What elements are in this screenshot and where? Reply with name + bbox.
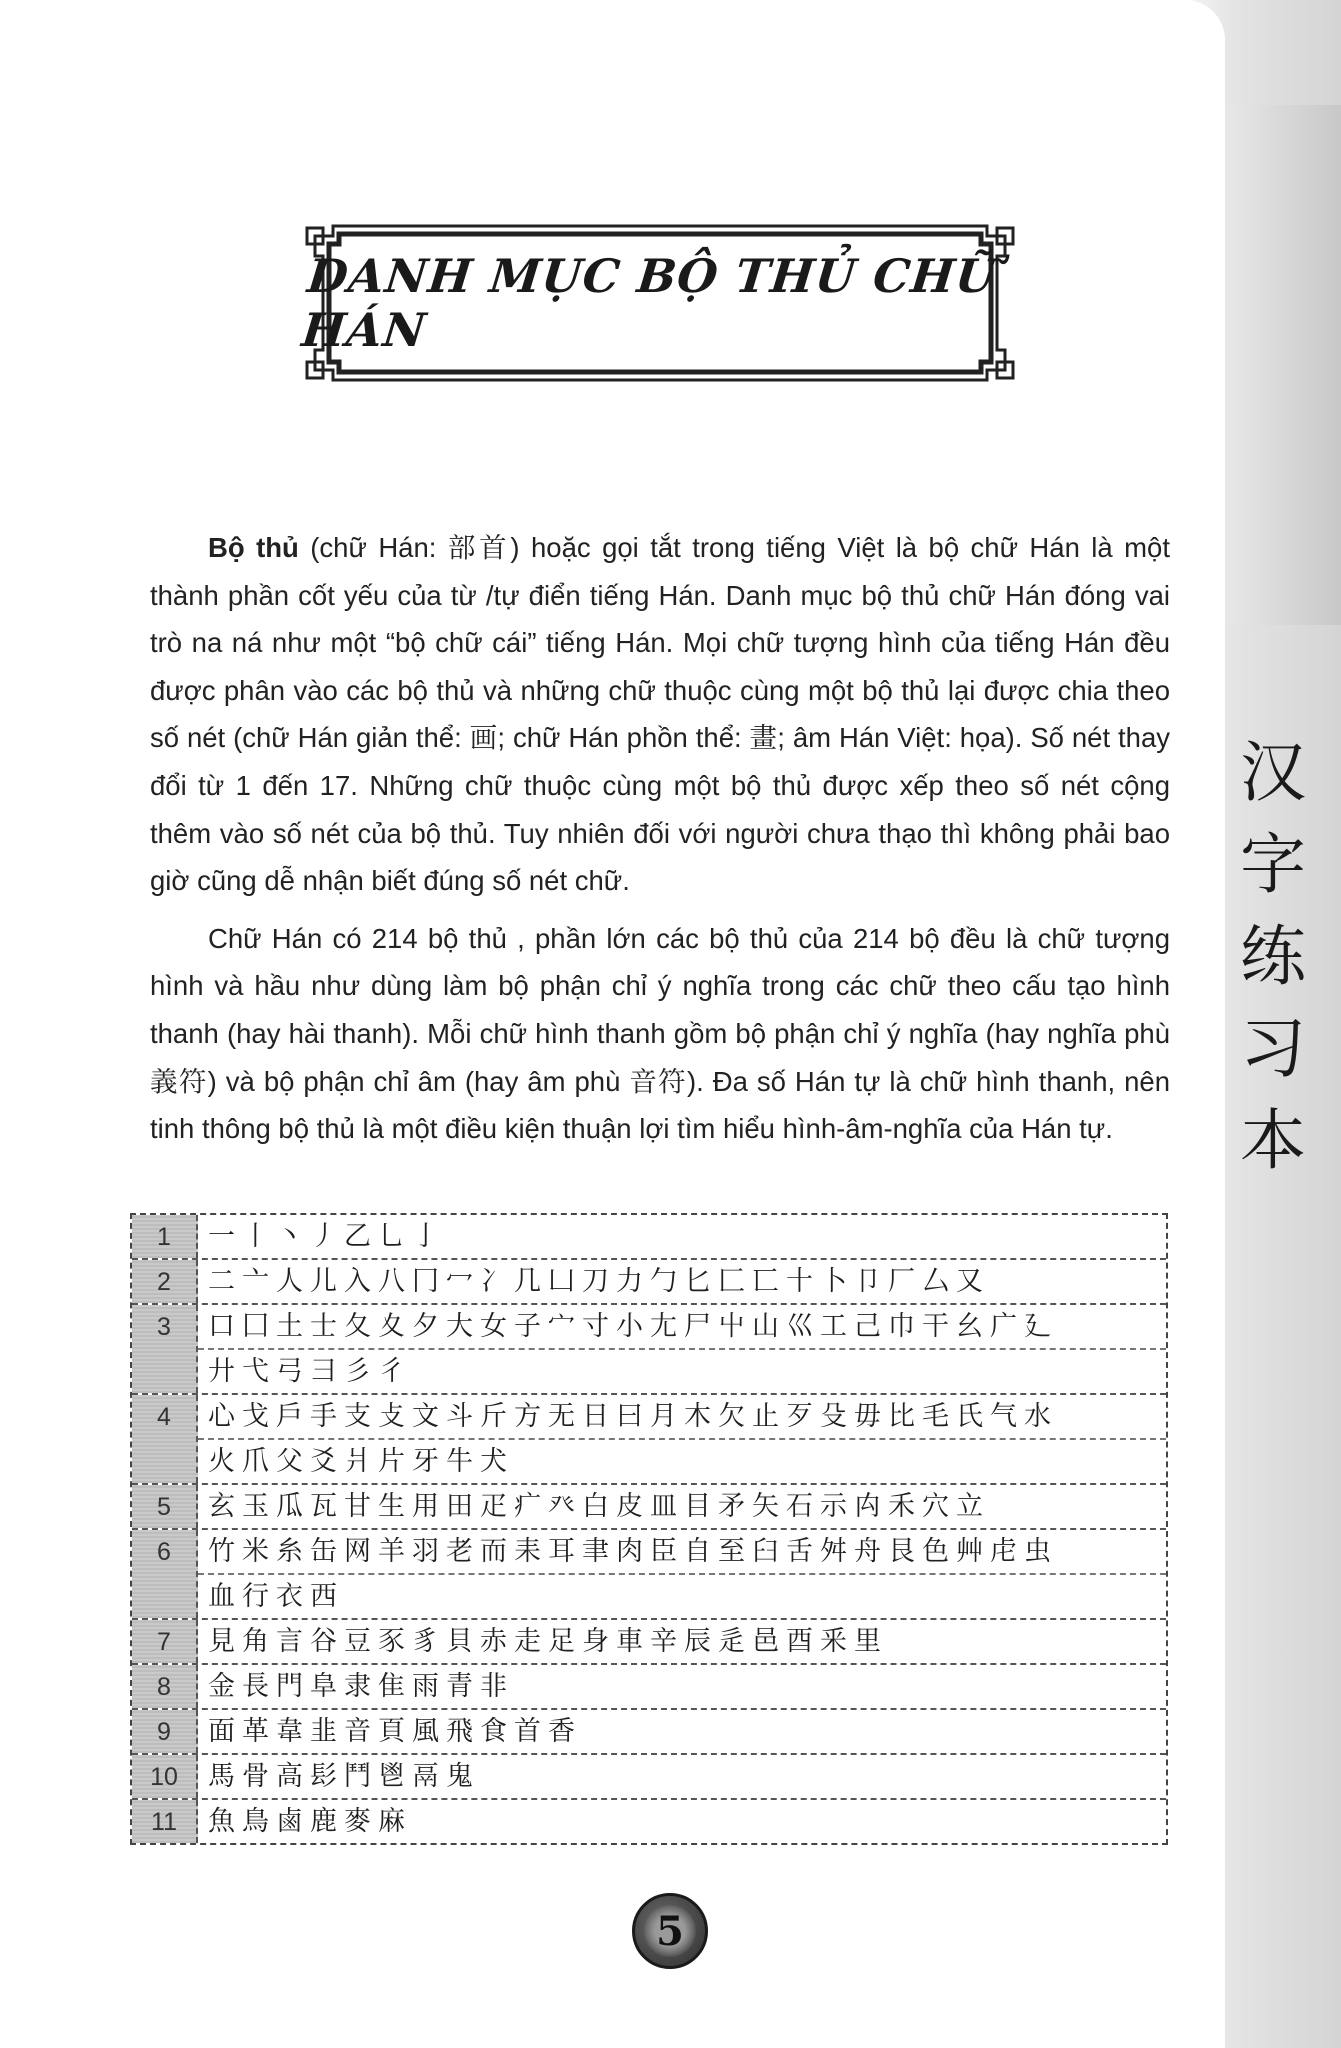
radical-list: 竹米糸缶网羊羽老而耒耳聿肉臣自至臼舌舛舟艮色艸虍虫 xyxy=(198,1530,1166,1575)
stroke-count: 11 xyxy=(132,1800,198,1843)
radical-list: 二亠人儿入八冂冖冫几凵刀力勹匕匚匸十卜卩厂厶又 xyxy=(208,1266,990,1297)
vertical-chinese-title xyxy=(1218,734,1328,1200)
radical-list: 金長門阜隶隹雨青非 xyxy=(208,1671,514,1702)
radical-table xyxy=(130,1213,1168,1845)
page-number-badge xyxy=(632,1893,708,1969)
term-bold: Bộ thủ xyxy=(208,532,299,563)
vertical-char: 本 xyxy=(1240,1102,1306,1179)
radical-list: 馬骨高髟鬥鬯鬲鬼 xyxy=(208,1761,480,1792)
radical-list: 口囗土士夂夊夕大女子宀寸小尢尸屮山巛工己巾干幺广廴 xyxy=(198,1305,1166,1350)
stroke-count: 6 xyxy=(132,1530,198,1618)
radical-row xyxy=(132,1665,1166,1710)
page-number: 5 xyxy=(644,1905,696,1957)
radical-row xyxy=(132,1395,1166,1485)
paragraph-1-text: (chữ Hán: 部首) hoặc gọi tắt trong tiếng Việt là bộ chữ Hán là một thành phần cốt yếu của từ /tự điển tiếng Hán. Danh mục bộ thủ chữ Hán đóng vai trò na ná như một “bộ chữ cái” tiếng Hán. Mọi chữ tượng hình của tiếng Hán đều được phân vào các bộ thủ và những chữ thuộc cùng một bộ thủ lại được chia theo số nét (chữ Hán giản thể: 画; chữ Hán phồn thể: 畫; âm Hán Việt: họa). Số nét thay đổi từ 1 đến 17. Những chữ thuộc cùng một bộ thủ được xếp theo số nét cộng thêm vào số nét của bộ thủ. Tuy nhiên đối với người chưa thạo thì không phải bao giờ cũng dễ nhận biết đúng số nét chữ. xyxy=(150,532,1170,897)
radical-row xyxy=(132,1215,1166,1260)
stroke-count: 7 xyxy=(132,1620,198,1663)
vertical-char: 练 xyxy=(1240,918,1306,995)
stroke-count: 4 xyxy=(132,1395,198,1483)
vertical-char: 字 xyxy=(1240,826,1306,903)
radical-list: 一丨丶丿乙乚亅 xyxy=(208,1221,446,1252)
intro-text xyxy=(150,524,1170,1163)
radical-list: 見角言谷豆豕豸貝赤走足身車辛辰辵邑酉釆里 xyxy=(208,1626,888,1657)
radical-row xyxy=(132,1800,1166,1843)
side-tab xyxy=(1225,105,1341,625)
radical-row xyxy=(132,1485,1166,1530)
paragraph-1 xyxy=(150,524,1170,905)
radical-row xyxy=(132,1305,1166,1395)
stroke-count: 5 xyxy=(132,1485,198,1528)
radical-list: 血行衣西 xyxy=(208,1581,344,1612)
page-title: DANH MỤC BỘ THỦ CHỮ HÁN xyxy=(299,249,1000,357)
radical-list: 魚鳥鹵鹿麥麻 xyxy=(208,1806,412,1837)
radical-row xyxy=(132,1620,1166,1665)
radical-row xyxy=(132,1755,1166,1800)
vertical-char: 习 xyxy=(1240,1010,1306,1087)
vertical-char: 汉 xyxy=(1240,734,1306,811)
radical-row xyxy=(132,1260,1166,1305)
radical-list: 火爪父爻爿片牙牛犬 xyxy=(208,1446,514,1477)
stroke-count: 1 xyxy=(132,1215,198,1258)
stroke-count: 2 xyxy=(132,1260,198,1303)
radical-row xyxy=(132,1530,1166,1620)
stroke-count: 9 xyxy=(132,1710,198,1753)
radical-row xyxy=(132,1710,1166,1755)
paragraph-2: Chữ Hán có 214 bộ thủ , phần lớn các bộ thủ của 214 bộ đều là chữ tượng hình và hầu như dùng làm bộ phận chỉ ý nghĩa trong các chữ theo cấu tạo hình thanh (hay hài thanh). Mỗi chữ hình thanh gồm bộ phận chỉ ý nghĩa (hay nghĩa phù 義符) và bộ phận chỉ âm (hay âm phù 音符). Đa số Hán tự là chữ hình thanh, nên tinh thông bộ thủ là một điều kiện thuận lợi tìm hiểu hình-âm-nghĩa của Hán tự. xyxy=(150,922,1170,1145)
stroke-count: 10 xyxy=(132,1755,198,1798)
stroke-count: 8 xyxy=(132,1665,198,1708)
radical-list: 廾弋弓彐彡彳 xyxy=(208,1356,412,1387)
radical-list: 玄玉瓜瓦甘生用田疋疒癶白皮皿目矛矢石示禸禾穴立 xyxy=(208,1491,990,1522)
radical-list: 面革韋韭音頁風飛食首香 xyxy=(208,1716,582,1747)
stroke-count: 3 xyxy=(132,1305,198,1393)
title-frame xyxy=(299,218,1015,388)
radical-list: 心戈戶手支攴文斗斤方无日曰月木欠止歹殳毋比毛氏气水 xyxy=(198,1395,1166,1440)
